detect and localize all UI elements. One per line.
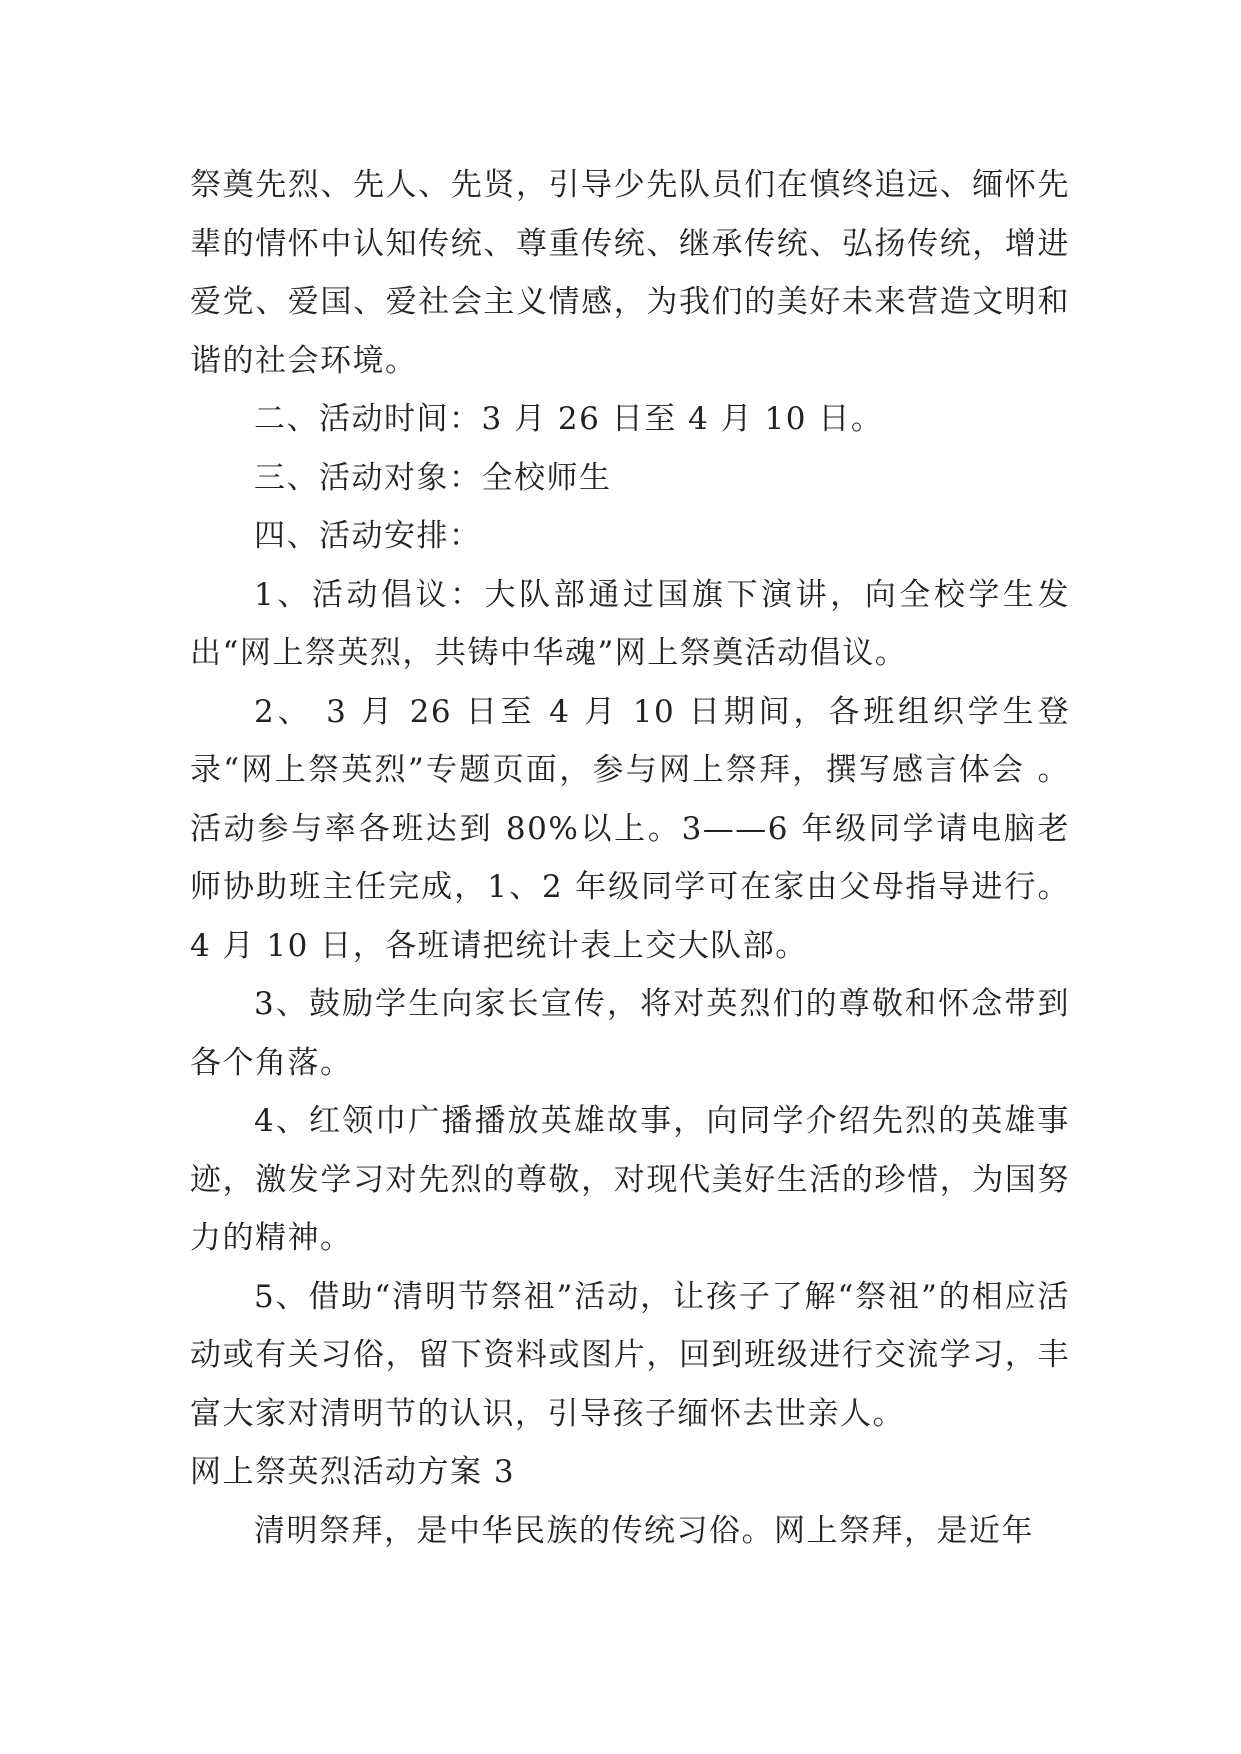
paragraph-item-2: 2、 3 月 26 日至 4 月 10 日期间，各班组织学生登录“网上祭英烈”专题页面，参与网上祭拜，撰写感言体会 。活动参与率各班达到 80%以上。3——6 年级同学请电脑老师协助班主任完成，1、2 年级同学可在家由父母指导进行。4 月 10 日，各班请把统计表上交大队部。 bbox=[190, 693, 1070, 964]
paragraph-closing: 清明祭拜，是中华民族的传统习俗。网上祭拜，是近年 bbox=[254, 1512, 1034, 1549]
document-body bbox=[190, 156, 1070, 1560]
paragraph-item-1: 1、活动倡议：大队部通过国旗下演讲，向全校学生发出“网上祭英烈，共铸中华魂”网上祭奠活动倡议。 bbox=[190, 576, 1070, 671]
paragraph-item-4: 4、红领巾广播播放英雄故事，向同学介绍先烈的英雄事迹，激发学习对先烈的尊敬，对现代美好生活的珍惜，为国努力的精神。 bbox=[190, 1103, 1070, 1256]
section-title: 网上祭英烈活动方案 3 bbox=[190, 1454, 516, 1490]
paragraph-item-3: 3、鼓励学生向家长宣传，将对英烈们的尊敬和怀念带到各个角落。 bbox=[190, 986, 1070, 1081]
paragraph-activity-arrangement: 四、活动安排： bbox=[254, 518, 482, 554]
paragraph-item-5: 5、借助“清明节祭祖”活动，让孩子了解“祭祖”的相应活动或有关习俗，留下资料或图片，回到班级进行交流学习，丰富大家对清明节的认识，引导孩子缅怀去世亲人。 bbox=[190, 1278, 1070, 1432]
paragraph-purpose-continued: 祭奠先烈、先人、先贤，引导少先队员们在慎终追远、缅怀先辈的情怀中认知传统、尊重传统、继承传统、弘扬传统，增进爱党、爱国、爱社会主义情感，为我们的美好未来营造文明和谐的社会环境。 bbox=[190, 167, 1070, 379]
paragraph-activity-time: 二、活动时间：3 月 26 日至 4 月 10 日。 bbox=[254, 401, 884, 437]
paragraph-activity-target: 三、活动对象：全校师生 bbox=[254, 459, 612, 496]
